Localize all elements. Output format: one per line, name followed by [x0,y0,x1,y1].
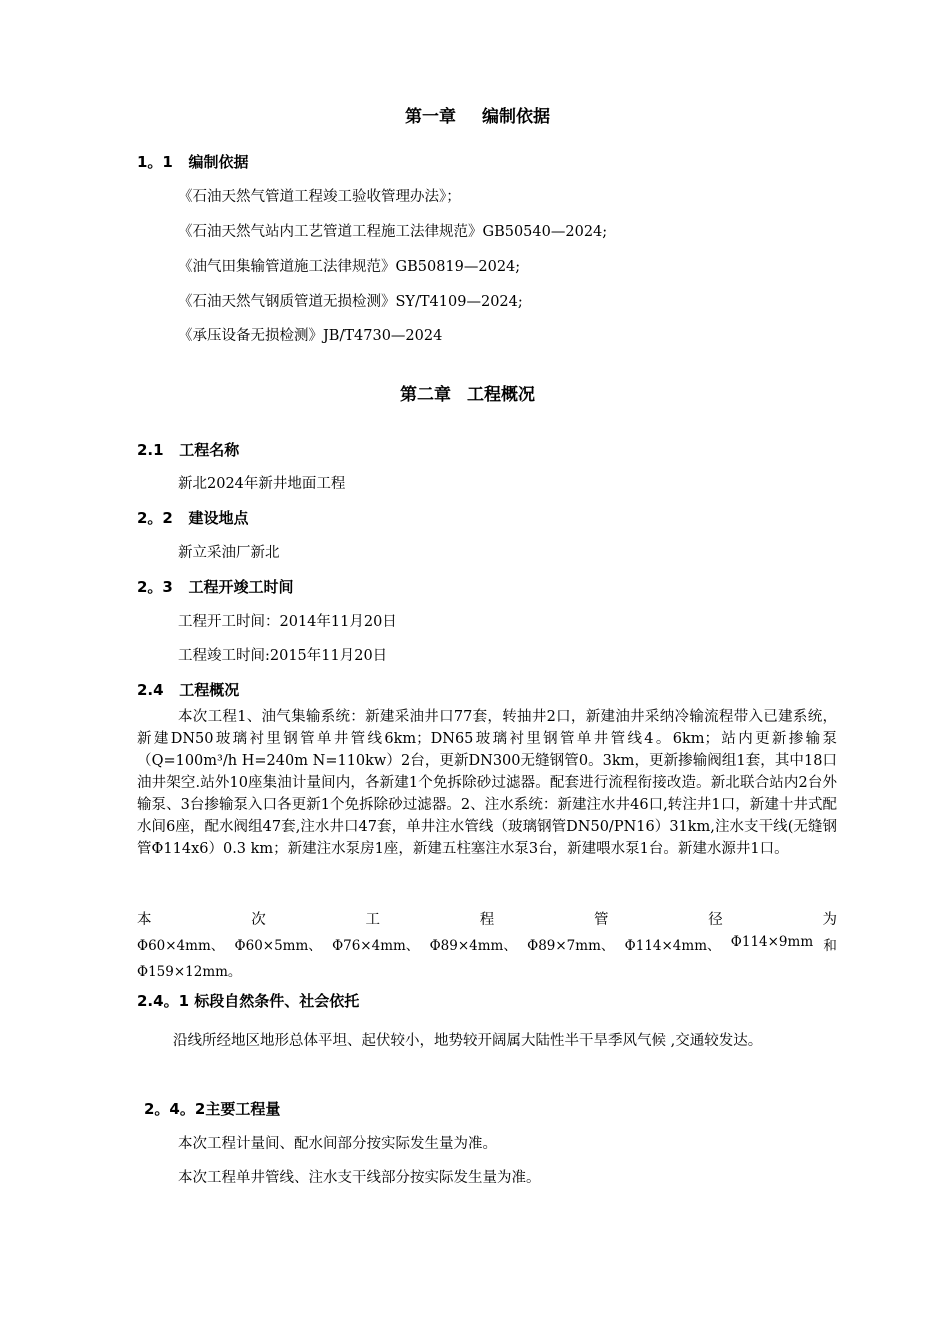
reference-item: 《油气田集输管道施工法律规范》GB50819—2024; [178,259,521,275]
section-2-3-heading [137,576,294,597]
section-number: 2。2 [137,509,173,527]
quantity-line: 本次工程单井管线、注水支干线部分按实际发生量为准。 [178,1170,541,1186]
project-location: 新立采油厂新北 [178,545,280,561]
quantity-line: 本次工程计量间、配水间部分按实际发生量为准。 [178,1136,497,1152]
pipe-word: 管 [594,912,609,928]
chapter-2-subtitle: 工程概况 [467,385,535,405]
section-2-4-heading [137,679,239,700]
pipe-word: 次 [251,912,266,928]
chapter-2-heading [400,380,535,405]
reference-item: 《石油天然气站内工艺管道工程施工法律规范》GB50540—2024; [178,224,608,240]
natural-conditions-paragraph: 沿线所经地区地形总体平坦、起伏较小，地势较开阔属大陆性半干旱季风气候 ,交通较发达。 [173,1033,763,1049]
section-title: 工程概况 [179,681,240,699]
pipe-word: 为 [822,912,837,928]
pipe-size-last: Φ159×12mm。 [137,964,242,980]
pipe-size: Φ60×5mm、 [234,938,322,954]
chapter-1-subtitle: 编制依据 [482,107,550,127]
reference-item: 《石油天然气管道工程竣工验收管理办法》； [178,189,461,205]
section-2-4-2-heading [144,1098,280,1119]
end-date: 工程竣工时间:2015年11月20日 [178,648,388,664]
reference-item: 《石油天然气钢质管道无损检测》SY/T4109—2024; [178,294,523,310]
pipe-word: 工 [365,912,380,928]
start-date: 工程开工时间：2014年11月20日 [178,614,397,630]
pipe-size: Φ89×7mm、 [527,938,615,954]
pipe-word: 程 [479,912,495,928]
overview-paragraph: 本次工程1、油气集输系统：新建采油井口77套，转抽井2口，新建油井采纳冷输流程带入已建系统，新建DN50玻璃衬里钢管单井管线6km；DN65玻璃衬里钢管单井管线4。6km；站内更新掺输泵（Q=100m³/h H=240m N=110kw）2台，更新DN300无缝钢管0。3km，更新掺输阀组1套，其中18口油井架空.站外10座集油计量间内，各新建1个免拆除砂过滤器。配套进行流程衔接改造。新北联合站内2台外输泵、3台掺输泵入口各更新1个免拆除砂过滤器。2、注水系统：新建注水井46口,转注井1口，新建十井式配水间6座，配水阀组47套,注水井口47套，单井注水管线（玻璃钢管DN50/PN16）31km,注水支干线(无缝钢管Φ114x6）0.3 km；新建注水泵房1座，新建五柱塞注水泵3台，新建喂水泵1台。新建水源井1口。 [137,709,837,857]
pipe-size-line [137,934,837,954]
section-2-2-heading [137,507,249,528]
section-number: 2。3 [137,578,173,596]
project-name: 新北2024年新井地面工程 [178,476,346,492]
section-1-1-heading [137,151,249,172]
section-number: 1。1 [137,153,173,171]
section-title: 编制依据 [188,153,249,171]
pipe-diameter-line [137,908,837,929]
section-number: 2.4 [137,681,164,699]
pipe-size: Φ114×9mm [730,934,814,950]
section-number: 2.4。1 [137,992,190,1010]
pipe-size: Φ114×4mm、 [624,938,721,954]
pipe-word: 径 [708,912,723,928]
section-number: 2.1 [137,441,164,459]
section-number: 2。4。2 [144,1100,206,1118]
section-2-1-heading [137,439,239,460]
section-title: 建设地点 [188,509,249,527]
chapter-1-title: 第一章 [405,107,456,127]
pipe-word: 本 [137,912,152,928]
pipe-size: Φ89×4mm、 [429,938,517,954]
section-title: 标段自然条件、社会依托 [194,992,360,1010]
chapter-2-title: 第二章 [400,385,451,405]
section-title: 工程名称 [179,441,240,459]
pipe-size: 和 [823,938,837,954]
section-2-4-1-heading [137,990,359,1011]
section-title: 主要工程量 [205,1100,281,1118]
reference-item: 《承压设备无损检测》JB/T4730—2024 [178,328,443,344]
chapter-1-heading [405,102,550,127]
pipe-size: Φ76×4mm、 [332,938,420,954]
section-title: 工程开竣工时间 [188,578,294,596]
pipe-size: Φ60×4mm、 [137,938,225,954]
